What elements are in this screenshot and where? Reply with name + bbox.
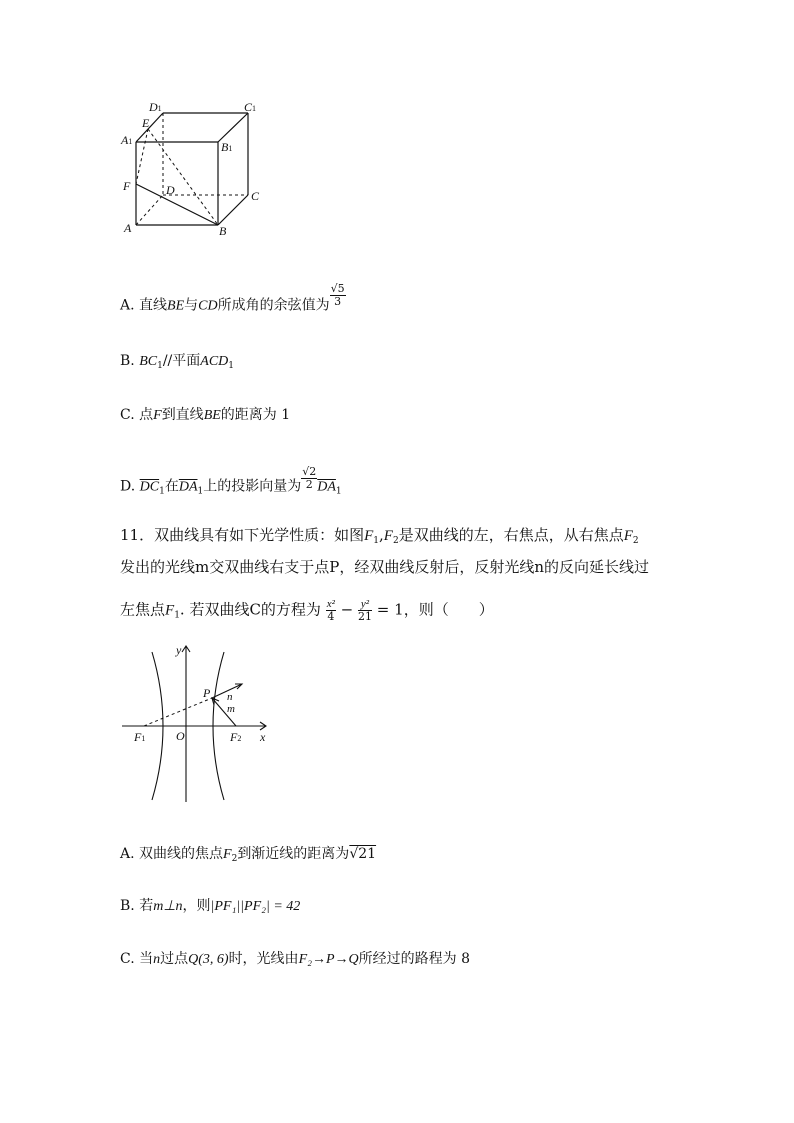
point-q: Q(3, 6) xyxy=(188,952,229,967)
eq-x-frac: $\frac{\text{x²}}{4}$ xyxy=(326,598,335,623)
label-A1: A1 xyxy=(121,133,133,147)
label-A: A xyxy=(124,221,132,235)
label-B1: B1 xyxy=(221,140,233,154)
line-be: BE xyxy=(167,298,185,314)
label-E: E xyxy=(142,116,150,130)
option-c xyxy=(120,404,290,424)
option-d-text2: 上的投影向量为 xyxy=(203,478,302,495)
label-f2: F2 xyxy=(230,730,242,744)
line-be: BE xyxy=(203,408,221,423)
product-expr: |PF₁||PF₂| = 42 xyxy=(210,899,301,914)
label-C1: C1 xyxy=(244,100,257,114)
q11-line3: 左焦点$F_1$. 若双曲线C的方程为 $\frac{\text{x²}}{4}$ − $\frac{\text{y²}}{21}$ = 1，则（ ） xyxy=(120,598,494,623)
label-p: P xyxy=(203,686,211,700)
vector-da1: $\overline{DA}$ xyxy=(178,479,198,495)
label-B: B xyxy=(219,224,227,238)
fraction-sqrt2-over-2: $\frac{√2}{2}$ xyxy=(302,465,317,491)
label-C: C xyxy=(251,189,260,203)
acd1-sub: 1 xyxy=(228,361,234,371)
point-f: F xyxy=(153,408,162,423)
option-b-text: //平面 xyxy=(162,353,201,369)
eq-y-frac: $\frac{\text{y²}}{21}$ xyxy=(358,598,373,623)
option-c-suffix: 的距离为 1 xyxy=(220,407,291,423)
label-m: m xyxy=(227,703,235,715)
option-c-prefix: C. 点 xyxy=(120,407,154,423)
option-d-prefix: D. xyxy=(120,478,140,495)
vector-dc1: $\overline{DC}$ xyxy=(139,479,160,495)
option-a-text: 与 xyxy=(184,297,199,314)
light-path: F₂→P→Q xyxy=(298,952,359,967)
dc1-sub: 1 xyxy=(159,486,165,497)
q11-line1: 11．双曲线具有如下光学性质：如图$F_1,F_2$是双曲线的左，右焦点，从右焦点$F_2$ xyxy=(120,526,639,546)
option-c-text: 到直线 xyxy=(161,407,204,423)
q11-option-a: A. 双曲线的焦点$F_2$到渐近线的距离为√21 xyxy=(120,846,377,864)
option-d xyxy=(120,465,342,499)
bc1: BC xyxy=(139,354,158,369)
da1-sub: 1 xyxy=(197,486,204,497)
m-perp-n: m⊥n xyxy=(153,899,183,914)
da1-result-sub: 1 xyxy=(335,486,342,497)
option-a-prefix: A. 直线 xyxy=(120,297,168,314)
label-x: x xyxy=(260,730,266,744)
label-F: F xyxy=(123,179,131,193)
q11-option-b: B. 若m⊥n，则|PF₁||PF₂| = 42 xyxy=(120,898,301,914)
label-y: y xyxy=(176,643,182,657)
label-D: D xyxy=(166,183,175,197)
line-cd: CD xyxy=(198,298,218,314)
hyperbola-figure xyxy=(118,640,278,805)
option-b-prefix: B. xyxy=(120,353,140,369)
option-a-text2: 所成角的余弦值为 xyxy=(217,297,330,314)
label-n: n xyxy=(227,691,233,703)
q11-line2: 发出的光线m交双曲线右支于点P，经双曲线反射后，反射光线n的反向延长线过 xyxy=(120,558,649,576)
option-b xyxy=(120,350,234,371)
vector-da1-result: $\overline{DA}$ xyxy=(317,479,336,495)
cube-figure xyxy=(118,96,268,241)
acd1: ACD xyxy=(200,354,229,369)
fraction-sqrt5-over-3: $\frac{√5}{3}$ xyxy=(330,282,345,308)
dashed-extension xyxy=(144,698,212,726)
label-f1: F1 xyxy=(134,730,146,744)
label-o: O xyxy=(176,729,185,743)
sqrt21: √21 xyxy=(349,846,377,862)
option-a xyxy=(120,282,346,318)
label-D1: D1 xyxy=(149,100,162,114)
option-d-text: 在 xyxy=(164,478,179,495)
q11-option-c: C. 当n过点Q(3, 6)时，光线由F₂→P→Q所经过的路程为 8 xyxy=(120,951,471,967)
bc1-sub: 1 xyxy=(157,361,163,371)
